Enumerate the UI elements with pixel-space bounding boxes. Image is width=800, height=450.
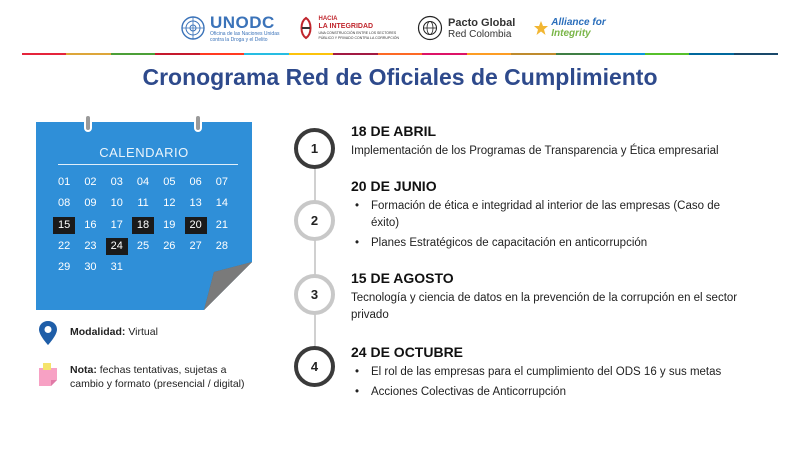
sticky-note-icon [37, 362, 61, 388]
sdg-color-segment [289, 53, 333, 55]
calendar-day: 07 [215, 176, 229, 189]
calendar-day: 05 [163, 176, 176, 189]
sdg-color-segment [645, 53, 689, 55]
calendar-header: CALENDARIO [99, 145, 189, 160]
timeline-step-2: 2 [294, 200, 335, 241]
event-date: 15 DE AGOSTO [351, 270, 454, 286]
sdg-color-segment [689, 53, 733, 55]
timeline-step-1: 1 [294, 128, 335, 169]
event-item: • Formación de ética e integridad al interior de las empresas (Caso de éxito) [351, 198, 751, 232]
calendar-grid [51, 172, 235, 278]
calendar-day-highlighted: 24 [106, 238, 128, 255]
event-items [351, 198, 751, 252]
sdg-color-segment [556, 53, 600, 55]
sdg-color-segment [511, 53, 555, 55]
hacia-line1: HACIA [318, 16, 338, 22]
hacia-integridad-logo [297, 16, 399, 40]
sdg-color-segment [378, 53, 422, 55]
hacia-sub-2: PÚBLICO Y PRIVADO CONTRA LA CORRUPCIÓN [318, 35, 400, 40]
pacto-line2: Red Colombia [448, 28, 512, 40]
sdg-color-segment [155, 53, 199, 55]
alliance-line2: Integrity [551, 28, 591, 39]
calendar-day: 04 [136, 176, 150, 189]
unodc-sub-1: Oficina de las Naciones Unidas [210, 30, 280, 37]
calendar-day: 01 [58, 176, 71, 189]
calendar-day: 03 [110, 176, 123, 189]
logo-bar [180, 8, 624, 48]
event-date: 24 DE OCTUBRE [351, 344, 464, 360]
calendar-day: 31 [110, 261, 123, 274]
sdg-color-segment [422, 53, 466, 55]
event-date: 20 DE JUNIO [351, 178, 437, 194]
calendar-day: 12 [163, 197, 176, 210]
sdg-color-segment [600, 53, 644, 55]
calendar-day: 14 [215, 197, 229, 210]
calendar-day-highlighted: 15 [53, 217, 75, 234]
nota-label: Nota: [70, 364, 97, 376]
calendar-week [51, 172, 235, 193]
calendar-day: 26 [163, 240, 176, 253]
unodc-logo [180, 14, 279, 43]
calendar-week [51, 193, 235, 214]
nota-text [70, 363, 260, 391]
sdg-color-segment [22, 53, 66, 55]
location-pin-icon [39, 321, 57, 345]
event-items [351, 364, 751, 401]
sdg-color-bar [22, 53, 778, 55]
event-date: 18 DE ABRIL [351, 123, 437, 139]
hacia-line2: LA INTEGRIDAD [318, 23, 374, 30]
calendar-day: 21 [215, 218, 228, 231]
calendar-day: 23 [84, 240, 97, 253]
calendar-divider [58, 164, 238, 165]
calendar-day: 28 [215, 240, 229, 253]
event-description: Implementación de los Programas de Transparencia y Ética empresarial [351, 145, 719, 157]
event-item: • El rol de las empresas para el cumplimiento del ODS 16 y sus metas [351, 364, 751, 381]
un-emblem-icon [180, 15, 206, 41]
calendar-day: 13 [189, 197, 202, 210]
hacia-integridad-icon [297, 16, 315, 40]
modalidad-line [70, 326, 158, 338]
event-description: Tecnología y ciencia de datos en la prevención de la corrupción en el sector privado [351, 292, 738, 321]
unodc-sub-2: contra la Droga y el Delito [210, 36, 268, 43]
sdg-color-segment [333, 53, 377, 55]
sdg-color-segment [200, 53, 244, 55]
calendar-ring-icon [192, 114, 204, 136]
calendar-day: 02 [84, 176, 97, 189]
global-compact-icon [417, 15, 443, 41]
unodc-name: UNODC [210, 12, 275, 32]
timeline-step-4: 4 [294, 346, 335, 387]
calendar-day: 27 [189, 240, 202, 253]
event-item: • Acciones Colectivas de Anticorrupción [351, 384, 751, 401]
calendar-day: 29 [58, 261, 71, 274]
alliance-star-icon [533, 20, 549, 36]
sdg-color-segment [66, 53, 110, 55]
pacto-global-logo [417, 15, 515, 41]
calendar-week [51, 215, 235, 236]
calendar-day: 30 [84, 261, 97, 274]
calendar-day: 09 [84, 197, 97, 210]
page-title: Cronograma Red de Oficiales de Cumplimiento [142, 64, 658, 90]
calendar-day: 22 [58, 240, 71, 253]
pacto-line1: Pacto Global [448, 16, 516, 29]
calendar-day: 11 [137, 197, 149, 210]
calendar-day: 17 [110, 218, 123, 231]
timeline-step-3: 3 [294, 274, 335, 315]
calendar-day: 08 [58, 197, 71, 210]
alliance-integrity-logo [533, 17, 605, 39]
calendar-day: 10 [110, 197, 123, 210]
event-2 [351, 178, 751, 255]
modalidad-label: Modalidad: [70, 326, 126, 338]
sdg-color-segment [244, 53, 288, 55]
calendar-day: 19 [163, 218, 176, 231]
calendar [36, 122, 252, 310]
calendar-week [51, 257, 235, 278]
calendar-day-highlighted: 18 [132, 217, 154, 234]
calendar-week [51, 236, 235, 257]
calendar-day: 16 [84, 218, 97, 231]
timeline-line [314, 150, 316, 360]
event-1 [351, 123, 751, 160]
event-4 [351, 344, 751, 404]
modalidad-value: Virtual [128, 326, 158, 338]
event-item: • Planes Estratégicos de capacitación en anticorrupción [351, 235, 751, 252]
calendar-day-highlighted: 20 [185, 217, 207, 234]
calendar-day: 06 [189, 176, 202, 189]
sdg-color-segment [734, 53, 778, 55]
calendar-day: 25 [136, 240, 150, 253]
nota-body: fechas tentativas, sujetas a cambio y formato (presencial / digital) [70, 364, 245, 390]
hacia-sub-1: UNA CONSTRUCCIÓN ENTRE LOS SECTORES [318, 31, 397, 35]
event-3 [351, 270, 751, 324]
sdg-color-segment [467, 53, 511, 55]
alliance-line1: Alliance for [551, 17, 606, 28]
calendar-ring-icon [82, 114, 94, 136]
sdg-color-segment [111, 53, 155, 55]
